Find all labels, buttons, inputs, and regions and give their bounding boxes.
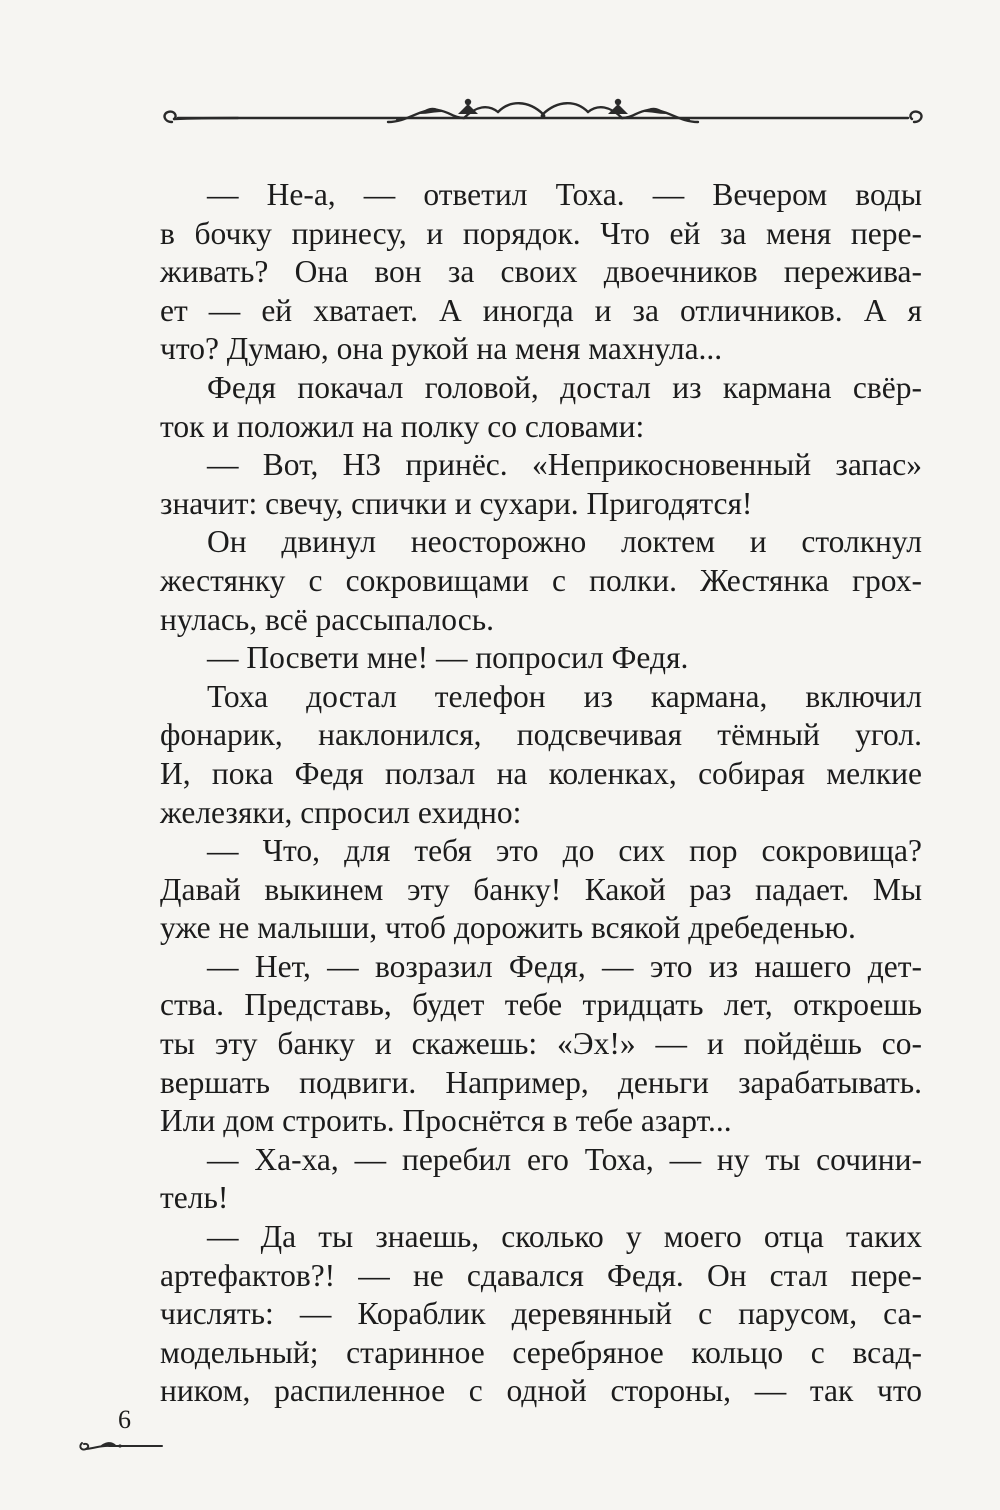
paragraph-continuation bbox=[160, 909, 922, 948]
text-line: — Да ты знаешь, сколько у моего отца таких bbox=[207, 1219, 922, 1255]
text-line: — Не-а, — ответил Тоха. — Вечером воды bbox=[207, 177, 922, 212]
text-line: ником, распиленное с одной стороны, — так что bbox=[160, 1373, 922, 1409]
paragraph-continuation bbox=[160, 485, 922, 524]
text-line: Он двинул неосторожно локтем и столкнул bbox=[207, 524, 922, 560]
text-line: — Нет, — возразил Федя, — это из нашего дет- bbox=[207, 948, 922, 984]
text-line: Федя покачал головой, достал из кармана свёр- bbox=[207, 369, 922, 405]
paragraph bbox=[160, 678, 922, 794]
text-line: что? Думаю, она рукой на меня махнула... bbox=[160, 331, 723, 367]
paragraph-continuation bbox=[160, 1102, 922, 1141]
paragraph bbox=[160, 523, 922, 600]
text-line: — Что, для тебя это до сих пор сокровища? bbox=[207, 833, 922, 869]
paragraph-continuation bbox=[160, 794, 922, 833]
text-line: фонарик, наклонился, подсвечивая тёмный угол. bbox=[160, 717, 922, 753]
text-line: ет — ей хватает. А иногда и за отличников. А я bbox=[160, 292, 922, 328]
text-line: нулась, всё рассыпалось. bbox=[160, 601, 494, 637]
footer-ornament bbox=[76, 1435, 166, 1455]
text-line: тель! bbox=[160, 1180, 229, 1216]
text-line: ты эту банку и скажешь: «Эх!» — и пойдёшь со- bbox=[160, 1026, 922, 1062]
paragraph-continuation bbox=[160, 1179, 922, 1218]
text-line: вершать подвиги. Например, деньги зарабатывать. bbox=[160, 1064, 922, 1100]
paragraph-continuation bbox=[160, 408, 922, 447]
text-line: Давай выкинем эту банку! Какой раз падает. Мы bbox=[160, 871, 922, 907]
text-line: Или дом строить. Проснётся в тебе азарт... bbox=[160, 1103, 732, 1139]
text-line: — Посвети мне! — попросил Федя. bbox=[207, 640, 689, 676]
text-line: ства. Представь, будет тебе тридцать лет, откроешь bbox=[160, 987, 922, 1023]
text-line: железяки, спросил ехидно: bbox=[160, 794, 522, 830]
text-line: уже не малыши, чтоб дорожить всякой дребеденью. bbox=[160, 910, 856, 946]
text-line: — Вот, НЗ принёс. «Неприкосновенный запас» bbox=[207, 447, 922, 483]
paragraph bbox=[160, 176, 922, 330]
text-line: в бочку принесу, и порядок. Что ей за меня пере- bbox=[160, 215, 922, 251]
paragraph bbox=[160, 1141, 922, 1180]
text-line: модельный; старинное серебряное кольцо с всад- bbox=[160, 1334, 922, 1370]
paragraph bbox=[160, 948, 922, 1102]
paragraph-continuation bbox=[160, 601, 922, 640]
paragraph-continuation bbox=[160, 330, 922, 369]
body-text bbox=[160, 176, 922, 1411]
text-line: значит: свечу, спички и сухари. Пригодятся! bbox=[160, 485, 753, 521]
paragraph bbox=[160, 369, 922, 408]
text-line: живать? Она вон за своих двоечников пережива- bbox=[160, 254, 922, 290]
header-ornament bbox=[158, 92, 928, 132]
text-line: жестянку с сокровищами с полки. Жестянка грох- bbox=[160, 562, 922, 598]
paragraph bbox=[160, 832, 922, 909]
paragraph bbox=[160, 446, 922, 485]
paragraph bbox=[160, 1218, 922, 1411]
paragraph bbox=[160, 639, 922, 678]
text-line: И, пока Федя ползал на коленках, собирая мелкие bbox=[160, 755, 922, 791]
text-line: числять: — Кораблик деревянный с парусом, са- bbox=[160, 1296, 922, 1332]
page-number: 6 bbox=[118, 1405, 131, 1434]
text-line: — Ха-ха, — перебил его Тоха, — ну ты сочини- bbox=[207, 1141, 922, 1177]
text-line: ток и положил на полку со словами: bbox=[160, 408, 645, 444]
text-line: артефактов?! — не сдавался Федя. Он стал пере- bbox=[160, 1257, 922, 1293]
text-line: Тоха достал телефон из кармана, включил bbox=[207, 678, 922, 714]
